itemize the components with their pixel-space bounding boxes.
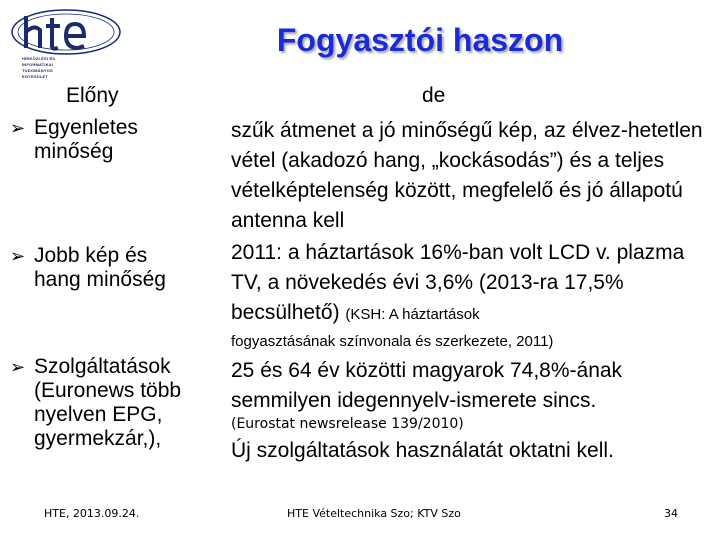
advantage-text: Szolgáltatások (Euronews több nyelven EPG, gyermekzár,), [34, 355, 182, 450]
advantage-bullet [10, 244, 190, 292]
logo-line: INFORMATIKAI [22, 62, 54, 67]
advantage-text: Jobb kép és hang minőség [34, 244, 166, 291]
drawback-paragraph: szűk átmenet a jó minőségű kép, az élvez-hetetlen vétel (akadozó hang, „kockásodás”) és a teljes vételképtelenség között, megfelelő és jó állapotú antenna kell [231, 119, 703, 232]
tv-stats-source-cont: fogyasztásának színvonala és szerkezete, 2011) [231, 333, 554, 350]
language-stats-paragraph: 25 és 64 év közötti magyarok 74,8%-ának semmilyen idegennyelv-ismerete sincs. [231, 359, 623, 412]
hte-logo-mark-icon [8, 6, 128, 56]
arrow-bullet-icon: ➢ [10, 118, 26, 138]
logo-line: HÍRKÖZLÉSI ÉS [22, 56, 56, 61]
logo-line: TUDOMÁNYOS [22, 68, 53, 73]
advantage-text: Egyenletes minőség [34, 116, 138, 163]
tv-stats-source: (KSH: A háztartások [345, 306, 480, 323]
page-number: 34 [664, 507, 678, 520]
logo-line: EGYESÜLET [22, 74, 49, 79]
language-stats-source: (Eurostat newsrelease 139/2010) [231, 416, 464, 432]
footer-center: HTE Vételtechnika Szo; KTV Szo [287, 507, 461, 520]
tv-stats-paragraph [231, 238, 711, 330]
arrow-bullet-icon: ➢ [10, 357, 26, 377]
advantage-bullet [10, 355, 190, 451]
hte-logo [8, 6, 128, 96]
training-paragraph: Új szolgáltatások használatát oktatni kell. [231, 439, 614, 462]
footer-date: HTE, 2013.09.24. [44, 507, 140, 520]
advantage-bullet [10, 116, 190, 164]
left-column-heading: Előny [66, 84, 119, 107]
slide-title: Fogyasztói haszon [276, 22, 564, 58]
arrow-bullet-icon: ➢ [10, 246, 26, 266]
tv-stats-text: 2011: a háztartások 16%-ban volt LCD v. plazma TV, a növekedés évi 3,6% (2013-ra 17,5% becsülhető) [231, 241, 685, 324]
right-column-heading: de [422, 84, 446, 107]
